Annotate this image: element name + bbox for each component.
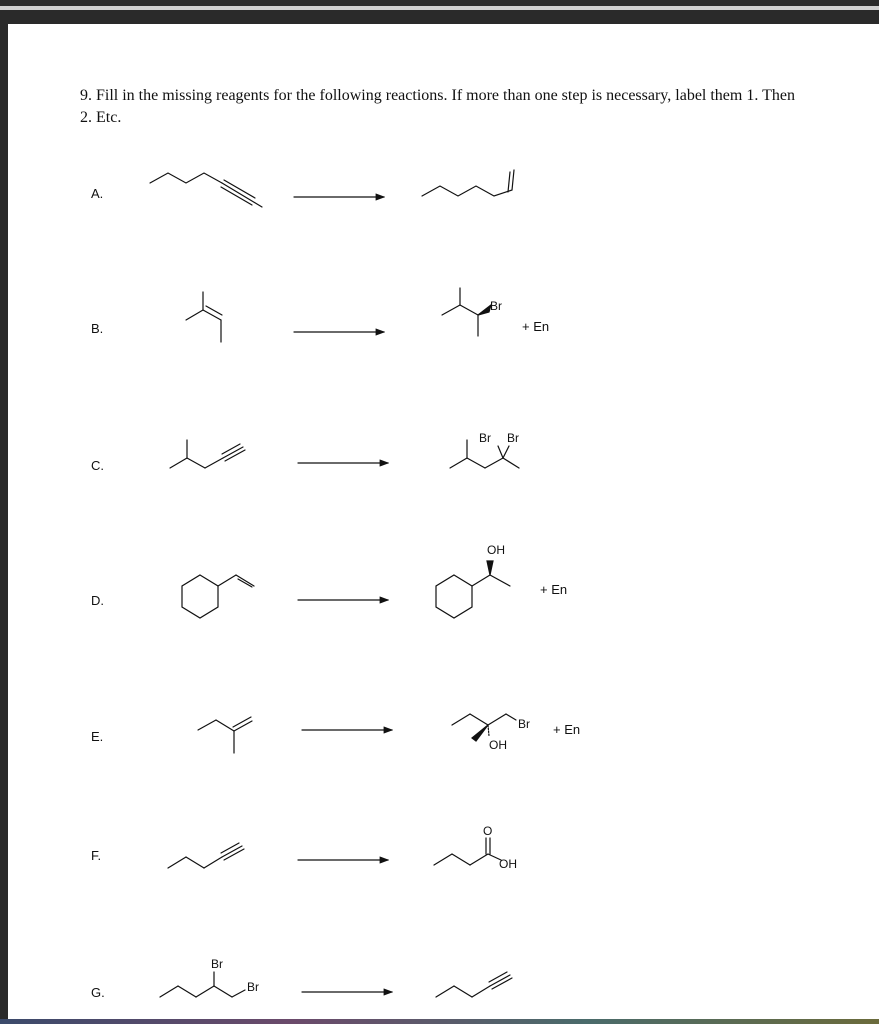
product-e [452,714,516,741]
reactant-a [150,173,262,207]
suffix-e: + En [553,722,581,737]
reactant-c [170,440,245,468]
question-text: 9. Fill in the missing reagents for the following reactions. If more than one step is necessary, label them 1. Then 2. Etc. [80,87,795,126]
reactant-f [168,843,244,868]
product-f [434,838,501,865]
atom-br-g2: Br [247,980,259,994]
atom-br-b: Br [490,299,502,313]
atom-oh-f: OH [499,857,517,871]
atom-o-f: O [483,824,493,838]
atom-br-g1: Br [211,957,223,971]
reactant-b [186,292,222,342]
product-g [436,972,512,997]
reactant-d [182,575,254,618]
reactant-g [160,972,245,997]
label-c: C. [91,458,104,473]
label-a: A. [91,186,104,201]
label-e: E. [91,729,104,744]
label-f: F. [91,848,102,863]
atom-br-e: Br [518,717,530,731]
suffix-d: + En [540,582,568,597]
atom-oh-d: OH [487,543,505,557]
label-g: G. [91,985,105,1000]
product-d [436,561,510,618]
atom-br-c2: Br [507,431,519,445]
product-b [442,288,491,336]
label-d: D. [91,593,104,608]
atom-oh-e: OH [489,738,507,752]
label-b: B. [91,321,104,336]
product-a [422,170,514,196]
reactant-e [198,717,252,753]
suffix-b: + En [522,319,550,334]
atom-br-c1: Br [479,431,491,445]
